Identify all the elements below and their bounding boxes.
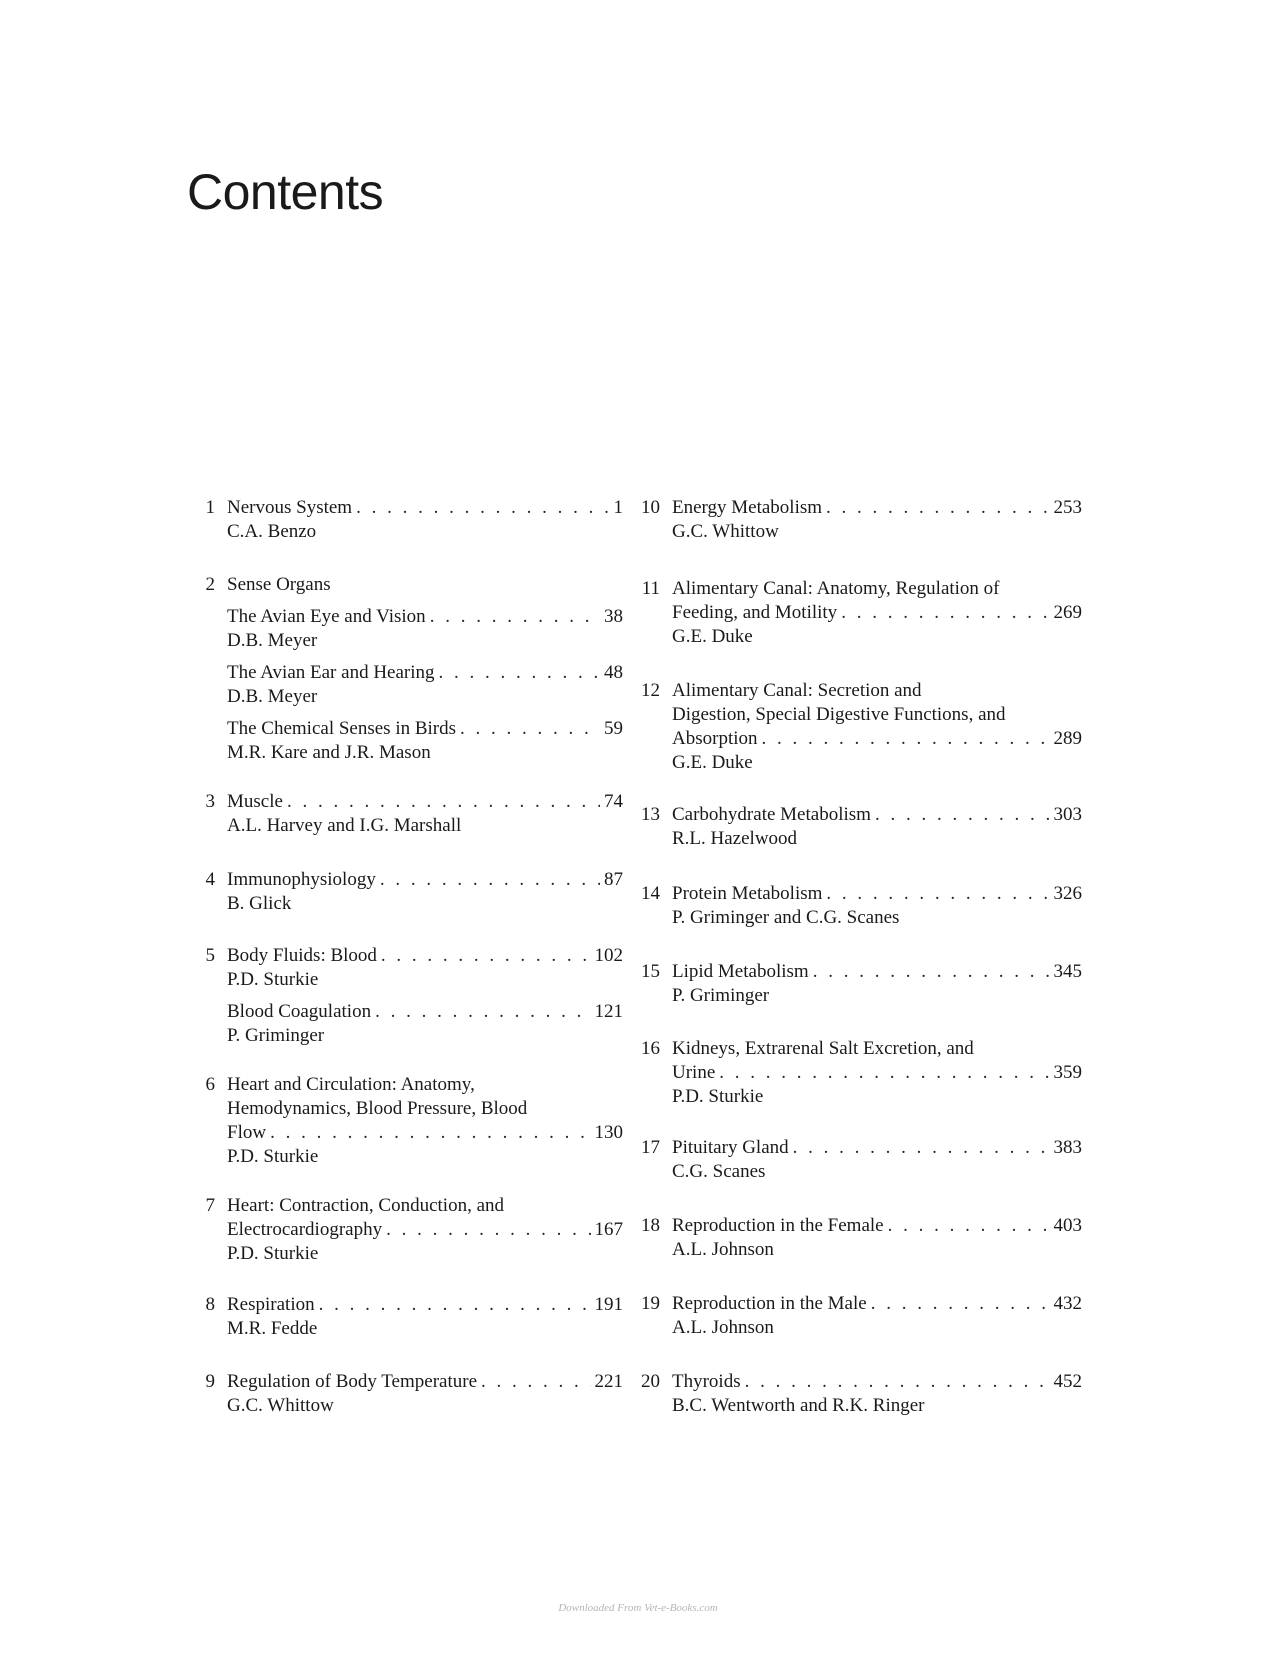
chapter-number: 15 [641,961,660,982]
toc-title-line [672,1370,1082,1394]
chapter-author: G.E. Duke [672,752,753,773]
toc-entry-body [672,679,1082,775]
toc-entry[interactable] [195,944,623,1048]
page-number: 59 [604,718,623,739]
dot-leader [793,1136,1050,1160]
page-number: 269 [1053,602,1082,623]
toc-entry-body [227,944,623,1048]
chapter-author: P.D. Sturkie [672,1086,764,1107]
chapter-title-part: Digestion, Special Digestive Functions, and [672,704,1006,725]
toc-entry-body [227,1073,623,1169]
toc-entry[interactable] [195,790,623,838]
toc-entry-body [227,868,623,916]
toc-entry-body [672,1037,1082,1109]
toc-entry[interactable] [640,679,1082,775]
page-number: 121 [594,1001,623,1022]
page-number: 221 [594,1371,623,1392]
chapter-title: Respiration [227,1294,315,1315]
chapter-title: Reproduction in the Female [672,1215,884,1236]
toc-entry-body [227,1194,623,1266]
toc-entry[interactable] [195,868,623,916]
dot-leader [375,1000,590,1024]
dot-leader [826,496,1049,520]
chapter-author: P. Griminger [672,985,770,1006]
chapter-author: G.C. Whittow [227,1395,334,1416]
chapter-number: 18 [641,1215,660,1236]
chapter-title: Body Fluids: Blood [227,945,377,966]
dot-leader [762,727,1050,751]
chapter-title: Flow [227,1122,267,1143]
toc-entry-body [672,803,1082,851]
toc-title-line [672,1214,1082,1238]
chapter-title: The Avian Ear and Hearing [227,662,435,683]
toc-title-line [227,496,623,520]
toc-title-line [227,661,623,685]
toc-entry-body [672,1136,1082,1184]
dot-leader [871,1292,1050,1316]
chapter-title: Energy Metabolism [672,497,823,518]
chapter-number: 13 [641,804,660,825]
dot-leader [439,661,600,685]
chapter-number: 3 [205,791,215,812]
chapter-author: G.C. Whittow [672,521,779,542]
chapter-title: The Chemical Senses in Birds [227,718,457,739]
toc-entry-body [227,1293,623,1341]
toc-entry-body [672,882,1082,930]
chapter-title: Regulation of Body Temperature [227,1371,478,1392]
toc-title-line [227,1293,623,1317]
page-number: 38 [604,606,623,627]
chapter-number: 20 [641,1371,660,1392]
page-number: 303 [1053,804,1082,825]
page-number: 432 [1053,1293,1082,1314]
chapter-number: 4 [205,869,215,890]
page-number: 452 [1053,1371,1082,1392]
toc-entry[interactable] [640,882,1082,930]
toc-entry[interactable] [640,577,1082,649]
chapter-number: 5 [205,945,215,966]
toc-entry-body [672,1214,1082,1262]
chapter-author: A.L. Johnson [672,1239,774,1260]
chapter-author: P.D. Sturkie [227,969,319,990]
toc-subentry[interactable] [227,605,623,653]
page-number: 1 [613,497,623,518]
page-number: 102 [594,945,623,966]
toc-entry-body [672,1370,1082,1418]
chapter-title: Urine [672,1062,716,1083]
chapter-number: 1 [205,497,215,518]
chapter-author: B.C. Wentworth and R.K. Ringer [672,1395,925,1416]
dot-leader [319,1293,591,1317]
toc-entry-body [227,1370,623,1418]
chapter-number: 12 [641,680,660,701]
chapter-author: A.L. Johnson [672,1317,774,1338]
chapter-title: Immunophysiology [227,869,376,890]
toc-title-line [672,882,1082,906]
dot-leader [460,717,600,741]
chapter-author: R.L. Hazelwood [672,828,798,849]
dot-leader [356,496,609,520]
chapter-number: 6 [205,1074,215,1095]
toc-title-line [672,601,1082,625]
toc-title-line [227,605,623,629]
page-number: 383 [1053,1137,1082,1158]
dot-leader [386,1218,590,1242]
toc-entry[interactable] [195,1293,623,1341]
chapter-title-part: Alimentary Canal: Secretion and [672,680,922,701]
chapter-title: Blood Coagulation [227,1001,372,1022]
chapter-author: P.D. Sturkie [227,1243,319,1264]
chapter-number: 2 [205,574,215,595]
toc-entry-body [672,960,1082,1008]
footer-watermark: Downloaded From Vet-e-Books.com [558,1602,718,1614]
page-number: 289 [1053,728,1082,749]
dot-leader [381,944,591,968]
toc-title-line [672,1136,1082,1160]
chapter-number: 19 [641,1293,660,1314]
toc-title-line [227,1121,623,1145]
page-title: Contents [187,164,384,220]
chapter-title-part: Hemodynamics, Blood Pressure, Blood [227,1098,528,1119]
toc-entry[interactable] [640,1370,1082,1418]
toc-subentry[interactable] [227,1000,623,1048]
toc-title-line [227,944,623,968]
page-number: 191 [594,1294,623,1315]
toc-subentry[interactable] [227,717,623,765]
page-number: 48 [604,662,623,683]
page-number: 74 [604,791,623,812]
toc-entry[interactable] [195,1073,623,1169]
chapter-number: 11 [641,578,660,599]
toc-entry-body [672,496,1082,544]
chapter-number: 9 [205,1371,215,1392]
chapter-title: Lipid Metabolism [672,961,809,982]
page-number: 403 [1053,1215,1082,1236]
toc-title-line [672,960,1082,984]
toc-entry[interactable] [640,1214,1082,1262]
dot-leader [826,882,1049,906]
toc-title-line [227,790,623,814]
toc-title-line [227,1370,623,1394]
chapter-title: Carbohydrate Metabolism [672,804,871,825]
chapter-title: Protein Metabolism [672,883,823,904]
toc-title-line [672,803,1082,827]
chapter-author: C.A. Benzo [227,521,317,542]
chapter-title: Thyroids [672,1371,741,1392]
toc-entry[interactable] [640,803,1082,851]
chapter-title: Pituitary Gland [672,1137,789,1158]
toc-entry-body [672,577,1082,649]
toc-entry-body [227,790,623,838]
chapter-title-part: Alimentary Canal: Anatomy, Regulation of [672,578,1000,599]
page-number: 87 [604,869,623,890]
subentry-author: D.B. Meyer [227,630,318,651]
subentry-author: D.B. Meyer [227,686,318,707]
chapter-author: G.E. Duke [672,626,753,647]
subentry-author: M.R. Kare and J.R. Mason [227,742,431,763]
dot-leader [875,803,1050,827]
toc-subentry[interactable] [227,661,623,709]
page-number: 167 [594,1219,623,1240]
toc-entry[interactable] [195,573,623,765]
dot-leader [813,960,1050,984]
chapter-title: Electrocardiography [227,1219,383,1240]
dot-leader [380,868,600,892]
toc-entry[interactable] [640,1037,1082,1109]
dot-leader [841,601,1049,625]
page-number: 130 [594,1122,623,1143]
toc-entry-body [227,496,623,544]
toc-entry[interactable] [640,496,1082,544]
page-number: 326 [1053,883,1082,904]
chapter-author: P.D. Sturkie [227,1146,319,1167]
chapter-number: 16 [641,1038,660,1059]
chapter-number: 7 [205,1195,215,1216]
toc-entry[interactable] [195,1194,623,1266]
toc-entry[interactable] [640,960,1082,1008]
chapter-number: 8 [205,1294,215,1315]
chapter-title: Reproduction in the Male [672,1293,867,1314]
toc-entry-body [672,1292,1082,1340]
chapter-number: 14 [641,883,660,904]
toc-title-line [227,1218,623,1242]
toc-title-line [672,1061,1082,1085]
chapter-author: A.L. Harvey and I.G. Marshall [227,815,462,836]
chapter-number: 10 [641,497,660,518]
subentry-author: P. Griminger [227,1025,325,1046]
toc-entry[interactable] [195,496,623,544]
chapter-title: Nervous System [227,497,353,518]
dot-leader [481,1370,590,1394]
chapter-title-part: Heart: Contraction, Conduction, and [227,1195,505,1216]
chapter-title-part: Heart and Circulation: Anatomy, [227,1074,475,1095]
page-number: 253 [1053,497,1082,518]
page-number: 345 [1053,961,1082,982]
chapter-title: Absorption [672,728,758,749]
toc-entry[interactable] [640,1292,1082,1340]
chapter-title: Feeding, and Motility [672,602,838,623]
dot-leader [270,1121,590,1145]
dot-leader [287,790,600,814]
chapter-heading: Sense Organs [227,574,331,595]
chapter-author: B. Glick [227,893,292,914]
toc-title-line [672,727,1082,751]
chapter-title-part: Kidneys, Extrarenal Salt Excretion, and [672,1038,974,1059]
toc-title-line [672,1292,1082,1316]
dot-leader [888,1214,1050,1238]
chapter-title: The Avian Eye and Vision [227,606,426,627]
dot-leader [745,1370,1050,1394]
toc-title-line [227,717,623,741]
chapter-author: P. Griminger and C.G. Scanes [672,907,900,928]
chapter-title: Muscle [227,791,283,812]
toc-title-line [227,1000,623,1024]
dot-leader [719,1061,1049,1085]
toc-title-line [227,868,623,892]
toc-entry[interactable] [640,1136,1082,1184]
toc-title-line [672,496,1082,520]
page-number: 359 [1053,1062,1082,1083]
dot-leader [430,605,600,629]
toc-entry-body [227,573,623,765]
toc-entry[interactable] [195,1370,623,1418]
chapter-author: C.G. Scanes [672,1161,766,1182]
chapter-author: M.R. Fedde [227,1318,318,1339]
chapter-number: 17 [641,1137,660,1158]
